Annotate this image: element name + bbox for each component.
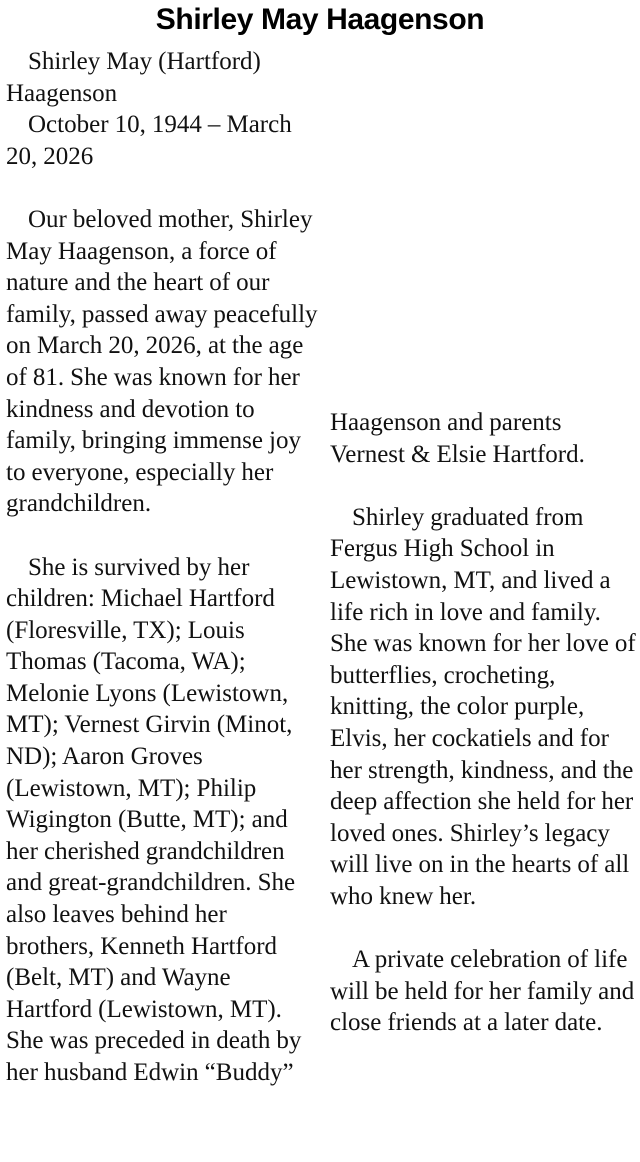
- paragraph-spacer: [6, 172, 318, 204]
- left-column: [6, 46, 318, 1089]
- paragraph-spacer: [330, 913, 640, 945]
- life-dates: October 10, 1944 – March 20, 2026: [6, 111, 292, 170]
- decedent-name-block: Shirley May (Hartford) Haagenson: [6, 48, 261, 107]
- paragraph-spacer: [6, 520, 318, 552]
- obituary-paragraph-3: Shirley graduated from Fergus High School in Lewistown, MT, and lived a life rich in love and family. She was known for her love of butterflies, crocheting, knitting, the color purple, Elvis, her cockatiels and for her strength, kindness, and the deep affection she held for her loved ones. Shirley’s legacy will live on in the hearts of all who knew her.: [330, 503, 636, 910]
- photo-flow-spacer: [330, 46, 640, 407]
- obituary-paragraph-1: Our beloved mother, Shirley May Haagenson, a force of nature and the heart of our family, passed away peacefully on March 20, 2026, at the age of 81. She was known for her kindness and devotion to family, bringing immense joy to everyone, especially her grandchildren.: [6, 205, 318, 518]
- obituary-paragraph-4: A private celebration of life will be held for her family and close friends at a later date.: [330, 946, 635, 1037]
- article-columns: [0, 46, 640, 1162]
- right-column: [330, 46, 640, 1039]
- page-title: Shirley May Haagenson: [155, 3, 485, 36]
- paragraph-spacer: [330, 470, 640, 502]
- obituary-paragraph-2-start: She is survived by her children: Michael Hartford (Floresville, TX); Louis Thomas (Tacoma, WA); Melonie Lyons (Lewistown, MT); Vernest Girvin (Minot, ND); Aaron Groves (Lewistown, MT); Philip Wigington (Butte, MT); and her cherished grandchildren and great-grandchildren. She also leaves behind her brothers, Kenneth Hartford (Belt, MT) and Wayne Hartford (Lewistown, MT). She was preceded in death by her husband Edwin “Buddy”: [6, 553, 302, 1086]
- obituary-paragraph-2-continued: Haagenson and parents Vernest & Elsie Hartford.: [330, 409, 585, 468]
